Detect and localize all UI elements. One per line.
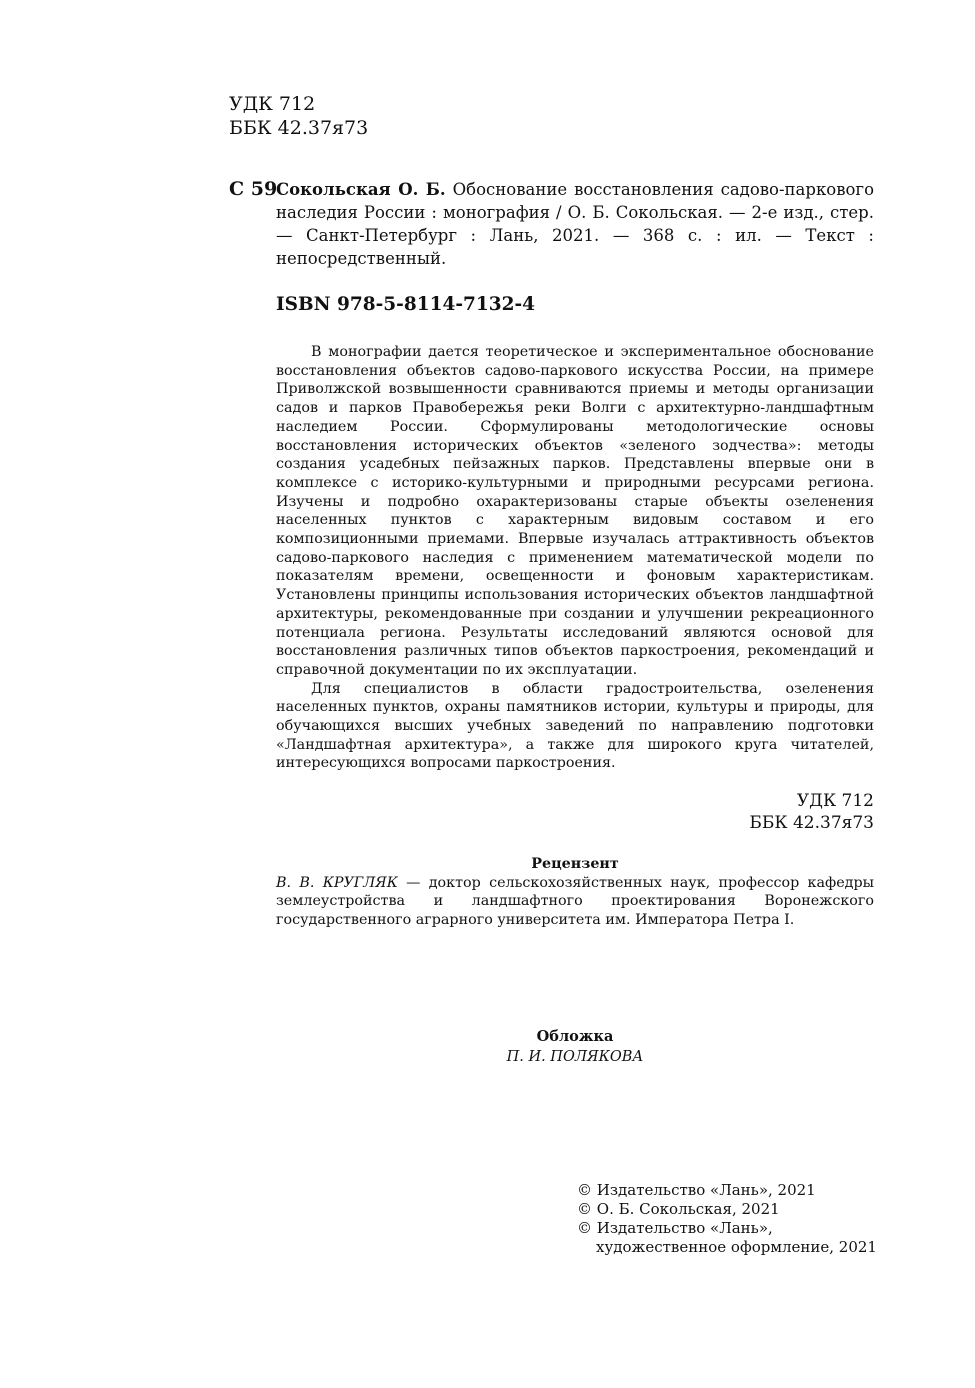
- cover-credit: [276, 1027, 874, 1067]
- author-mark: С 59: [229, 178, 278, 200]
- reviewer-heading: Рецензент: [531, 856, 619, 872]
- reviewer-section: [276, 855, 874, 930]
- bibliographic-record: [276, 178, 874, 270]
- cover-artist: П. И. ПОЛЯКОВА: [506, 1049, 644, 1065]
- reviewer-name: В. В. КРУГЛЯК: [276, 874, 398, 891]
- udk-bbk-right: [749, 790, 874, 834]
- bibliographic-description: Обоснование восстановления садово-паркового наследия России : монография / О. Б. Сокольская. — 2-е изд., стер. — Санкт-Петербург : Лань, 2021. — 368 с. : ил. — Текст : непосредственный.: [276, 180, 875, 268]
- bbk-code: ББК 42.37я73: [229, 117, 369, 139]
- reviewer-text: [276, 874, 874, 930]
- udk-bbk-top: [229, 92, 368, 140]
- copyright-line: художественное оформление, 2021: [596, 1238, 877, 1256]
- author-name: Сокольская О. Б.: [276, 180, 446, 199]
- copyright-block: [577, 1181, 877, 1257]
- cover-heading: Обложка: [536, 1028, 614, 1045]
- udk-code: УДК 712: [229, 93, 316, 115]
- abstract-paragraph: В монографии дается теоретическое и экспериментальное обоснование восстановления объектов садово-паркового искусства России, на примере Приволжской возвышенности сравниваются приемы и методы организации садов и парков Правобережья реки Волги с архитектурно-ландшафтным наследием России. Сформулированы методологические основы восстановления исторических объектов «зеленого зодчества»: методы создания усадебных пейзажных парков. Представлены впервые они в комплексе с историко-культурными и природными ресурсами региона. Изучены и подробно охарактеризованы старые объекты озеленения населенных пунктов с характерным видовым составом и его композиционными приемами. Впервые изучалась аттрактивность объектов садово-паркового наследия с применением математической модели по показателям времени, освещенности и фоновым характеристикам. Установлены принципы использования исторических объектов ландшафтной архитектуры, рекомендованные при создании и улучшении рекреационного потенциала региона. Результаты исследований являются основой для восстановления различных типов объектов паркостроения, рекомендаций и справочной документации по их эксплуатации.: [276, 344, 874, 678]
- copyright-line: © О. Б. Сокольская, 2021: [577, 1200, 780, 1218]
- udk-code: УДК 712: [796, 791, 874, 811]
- copyright-line: © Издательство «Лань»,: [577, 1219, 773, 1237]
- copyright-line: © Издательство «Лань», 2021: [577, 1181, 816, 1199]
- bbk-code: ББК 42.37я73: [749, 813, 874, 833]
- isbn: ISBN 978-5-8114-7132-4: [276, 294, 536, 315]
- reviewer-description: — доктор сельскохозяйственных наук, профессор кафедры землеустройства и ландшафтного проектирования Воронежского государственного аграрного университета им. Императора Петра I.: [276, 874, 874, 929]
- abstract: [276, 343, 874, 773]
- audience-paragraph: Для специалистов в области градостроительства, озеленения населенных пунктов, охраны памятников истории, культуры и природы, для обучающихся высших учебных заведений по направлению подготовки «Ландшафтная архитектура», а также для широкого круга читателей, интересующихся вопросами паркостроения.: [276, 680, 874, 772]
